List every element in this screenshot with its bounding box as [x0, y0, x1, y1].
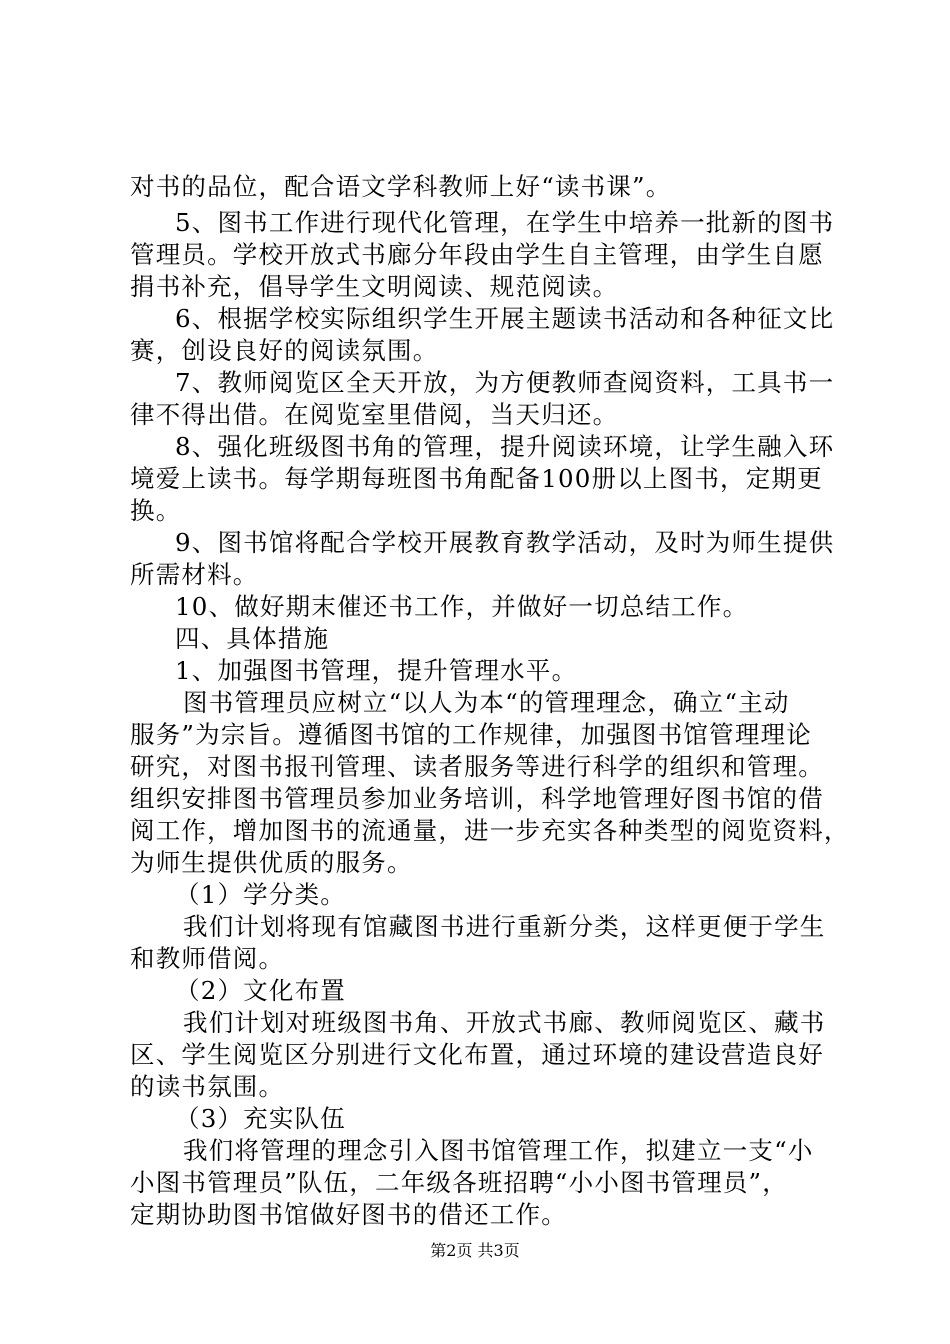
text-line: 定期协助图书馆做好图书的借还工作。 — [130, 1200, 567, 1229]
text-line: 律不得出借。在阅览室里借阅，当天归还。 — [130, 400, 619, 429]
subheading: （1）学分类。 — [175, 880, 346, 909]
text-line: 图书管理员应树立“以人为本“的管理理念，确立“主动 — [183, 688, 790, 717]
text-line: 和教师借阅。 — [130, 944, 285, 973]
text-line: 6、根据学校实际组织学生开展主题读书活动和各种征文比 — [175, 304, 835, 333]
text-line: 所需材料。 — [130, 560, 259, 589]
text-line: 1、加强图书管理，提升管理水平。 — [175, 656, 578, 685]
text-line: 我们计划对班级图书角、开放式书廊、教师阅览区、藏书 — [183, 1008, 826, 1037]
text-line: 服务”为宗旨。遵循图书馆的工作规律，加强图书馆管理理论 — [130, 720, 812, 749]
text-line: 我们将管理的理念引入图书馆管理工作，拟建立一支“小 — [183, 1136, 814, 1165]
text-line: 小图书管理员”队伍，二年级各班招聘“小小图书管理员”， — [130, 1168, 788, 1197]
text-line: 7、教师阅览区全天开放，为方便教师查阅资料，工具书一 — [175, 368, 835, 397]
text-line: 为师生提供优质的服务。 — [130, 848, 413, 877]
text-line: 换。 — [130, 496, 182, 525]
text-line: 的读书氛围。 — [130, 1072, 285, 1101]
page-number-footer: 第2页 共3页 — [430, 1241, 520, 1260]
text-line: 5、图书工作进行现代化管理，在学生中培养一批新的图书 — [175, 208, 835, 237]
text-line: 8、强化班级图书角的管理，提升阅读环境，让学生融入环 — [175, 432, 835, 461]
text-line: 管理员。学校开放式书廊分年段由学生自主管理，由学生自愿 — [130, 240, 824, 269]
text-line: 我们计划将现有馆藏图书进行重新分类，这样更便于学生 — [183, 912, 826, 941]
subheading: （2）文化布置 — [175, 976, 346, 1005]
text-line: 赛，创设良好的阅读氛围。 — [130, 336, 439, 365]
subheading: （3）充实队伍 — [175, 1104, 346, 1133]
text-line: 10、做好期末催还书工作，并做好一切总结工作。 — [175, 592, 749, 621]
text-line: 组织安排图书管理员参加业务培训，科学地管理好图书馆的借 — [130, 784, 824, 813]
text-line: 对书的品位，配合语文学科教师上好“读书课”。 — [130, 172, 672, 201]
text-line: 区、学生阅览区分别进行文化布置，通过环境的建设营造良好 — [130, 1040, 824, 1069]
text-line: 境爱上读书。每学期每班图书角配备100册以上图书，定期更 — [130, 464, 823, 493]
text-line: 捐书补充，倡导学生文明阅读、规范阅读。 — [130, 272, 619, 301]
section-heading: 四、具体措施 — [175, 624, 330, 653]
text-line: 阅工作，增加图书的流通量，进一步充实各种类型的阅览资料， — [130, 816, 850, 845]
text-line: 9、图书馆将配合学校开展教育教学活动，及时为师生提供 — [175, 528, 835, 557]
text-line: 研究，对图书报刊管理、读者服务等进行科学的组织和管理。 — [130, 752, 824, 781]
